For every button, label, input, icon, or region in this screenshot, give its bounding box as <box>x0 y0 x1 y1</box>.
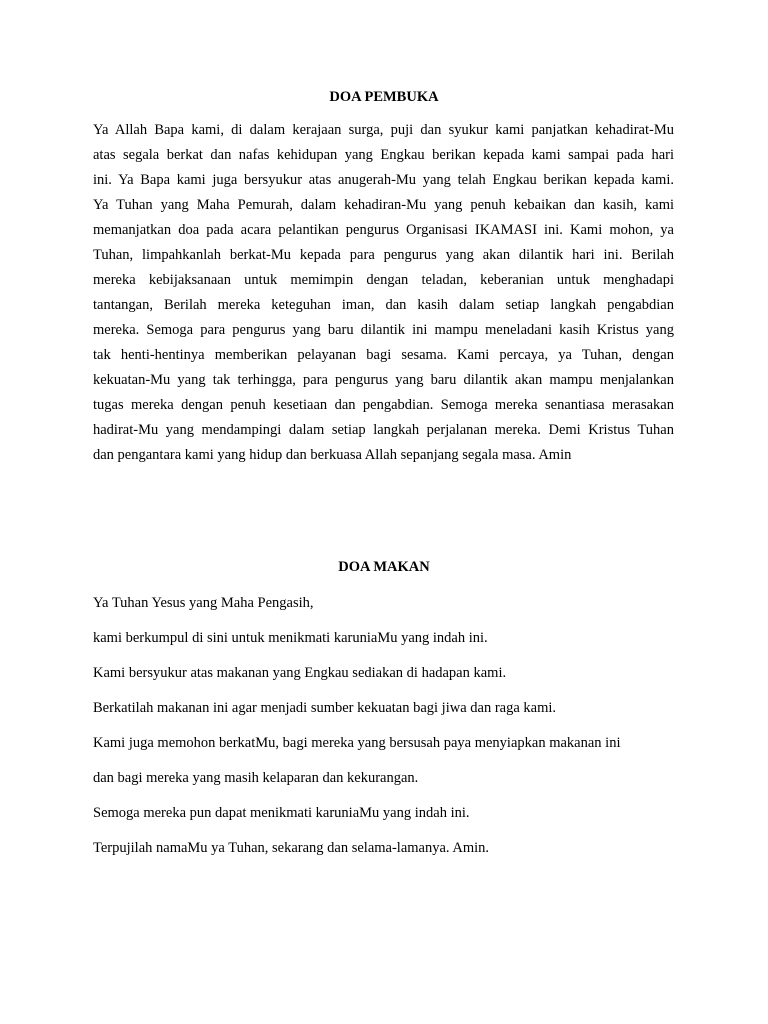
prayer-line: Berkatilah makanan ini agar menjadi sumber kekuatan bagi jiwa dan raga kami. <box>93 700 557 716</box>
paragraph-line: tugas mereka dengan penuh kesetiaan dan pengabdian. Semoga mereka senantiasa merasakan <box>93 397 674 413</box>
prayer-line: kami berkumpul di sini untuk menikmati karuniaMu yang indah ini. <box>93 630 488 646</box>
paragraph-line: tak henti-hentinya memberikan pelayanan bagi sesama. Kami percaya, ya Tuhan, dengan <box>93 347 674 363</box>
prayer-line: Kami juga memohon berkatMu, bagi mereka yang bersusah paya menyiapkan makanan ini <box>93 735 621 751</box>
doa-makan-paragraphs <box>93 594 713 874</box>
paragraph-line: kekuatan-Mu yang tak terhingga, para pengurus yang baru dilantik akan mampu menjalankan <box>93 372 674 388</box>
paragraph-line: mereka kebijaksanaan untuk memimpin dengan teladan, keberanian untuk menghadapi <box>93 272 674 288</box>
paragraph-line: memanjatkan doa pada acara pelantikan pengurus Organisasi IKAMASI ini. Kami mohon, ya <box>93 222 674 238</box>
prayer-line: Terpujilah namaMu ya Tuhan, sekarang dan selama-lamanya. Amin. <box>93 840 490 856</box>
prayer-line: Semoga mereka pun dapat menikmati karuniaMu yang indah ini. <box>93 805 470 821</box>
paragraph-line: Tuhan, limpahkanlah berkat-Mu kepada para pengurus yang akan dilantik hari ini. Berilah <box>93 247 674 263</box>
doa-pembuka-title: DOA PEMBUKA <box>329 89 439 105</box>
paragraph-line: tantangan, Berilah mereka keteguhan iman, dan kasih dalam setiap langkah pengabdian <box>93 297 674 313</box>
paragraph-line: Ya Allah Bapa kami, di dalam kerajaan surga, puji dan syukur kami panjatkan kehadirat-Mu <box>93 122 674 138</box>
doa-pembuka-paragraph <box>93 121 674 471</box>
paragraph-line: mereka. Semoga para pengurus yang baru dilantik ini mampu meneladani kasih Kristus yang <box>93 322 674 338</box>
paragraph-line: hadirat-Mu yang mendampingi dalam setiap langkah perjalanan mereka. Demi Kristus Tuhan <box>93 422 674 438</box>
paragraph-line: Ya Tuhan yang Maha Pemurah, dalam kehadiran-Mu yang penuh kebaikan dan kasih, kami <box>93 197 674 213</box>
prayer-line: Ya Tuhan Yesus yang Maha Pengasih, <box>93 595 314 611</box>
prayer-line: Kami bersyukur atas makanan yang Engkau sediakan di hadapan kami. <box>93 665 507 681</box>
doa-makan-title: DOA MAKAN <box>338 559 430 575</box>
prayer-line: dan bagi mereka yang masih kelaparan dan kekurangan. <box>93 770 419 786</box>
paragraph-line: ini. Ya Bapa kami juga bersyukur atas anugerah-Mu yang telah Engkau berikan kepada kami. <box>93 172 674 188</box>
paragraph-line: dan pengantara kami yang hidup dan berkuasa Allah sepanjang segala masa. Amin <box>93 447 572 463</box>
paragraph-line: atas segala berkat dan nafas kehidupan yang Engkau berikan kepada kami sampai pada hari <box>93 147 674 163</box>
